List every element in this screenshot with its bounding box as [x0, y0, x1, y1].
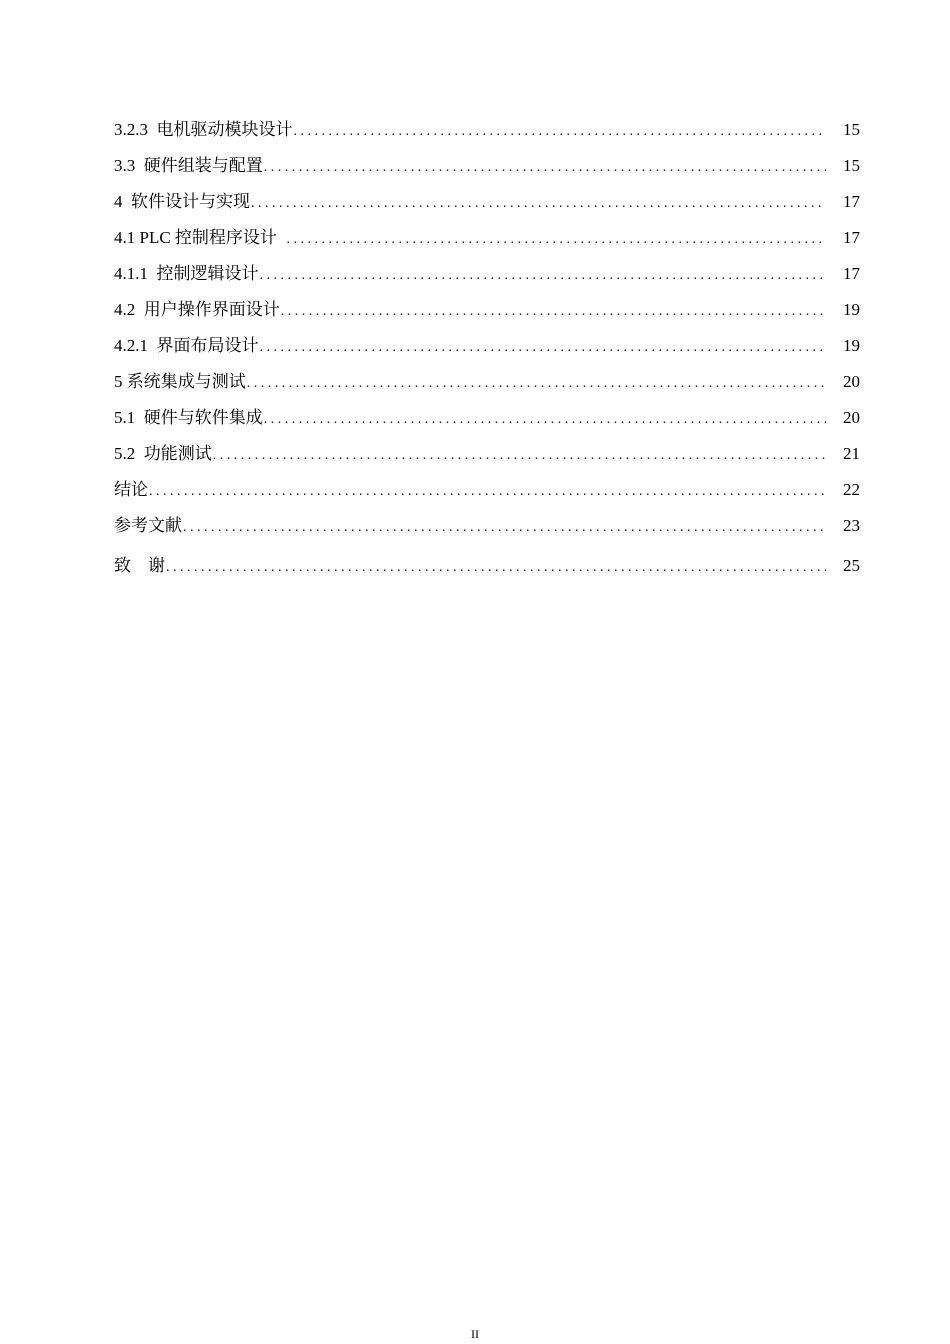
toc-entry-page: 22	[843, 480, 860, 499]
toc-dot-leader	[149, 474, 826, 510]
toc-entry[interactable]	[114, 184, 860, 220]
toc-entry-number: 3.2.3	[114, 120, 148, 139]
toc-entry-page: 23	[843, 516, 860, 535]
toc-entry[interactable]	[114, 548, 860, 584]
toc-dot-leader	[281, 294, 826, 330]
toc-entry-page: 20	[843, 372, 860, 391]
toc-entry-title	[114, 184, 250, 220]
toc-entry-text: 界面布局设计	[156, 336, 259, 355]
toc-dot-leader	[264, 402, 826, 438]
toc-dot-leader	[247, 366, 826, 402]
toc-entry-text: 软件设计与实现	[131, 192, 250, 211]
toc-dot-leader	[294, 114, 827, 150]
toc-entry[interactable]	[114, 148, 860, 184]
toc-entry[interactable]	[114, 400, 860, 436]
toc-entry-text: 硬件与软件集成	[143, 408, 263, 427]
toc-entry-number: 4.1	[114, 228, 136, 247]
toc-entry-title	[114, 148, 263, 184]
toc-entry-title	[114, 548, 165, 584]
toc-entry-text: 系统集成与测试	[126, 372, 246, 391]
page-number-footer: II	[471, 1327, 479, 1341]
toc-dot-leader	[264, 150, 826, 186]
toc-entry-text: PLC 控制程序设计	[139, 228, 277, 247]
toc-entry-number: 4.1.1	[114, 264, 148, 283]
toc-entry-text: 功能测试	[143, 444, 212, 463]
toc-dot-leader	[260, 330, 827, 366]
toc-entry-page: 17	[843, 264, 860, 283]
toc-entry-number: 4.2.1	[114, 336, 148, 355]
toc-entry[interactable]	[114, 436, 860, 472]
toc-entry-page: 17	[843, 192, 860, 211]
toc-entry[interactable]	[114, 472, 860, 508]
toc-entry-page: 25	[843, 556, 860, 575]
toc-entry-page: 17	[843, 228, 860, 247]
toc-entry-number: 3.3	[114, 156, 136, 175]
toc-dot-leader	[183, 510, 826, 546]
toc-entry-page: 15	[843, 156, 860, 175]
toc-dot-leader	[213, 438, 826, 474]
toc-entry-title	[114, 364, 246, 400]
toc-entry-title	[114, 400, 263, 436]
toc-entry-page: 20	[843, 408, 860, 427]
toc-entry[interactable]	[114, 364, 860, 400]
toc-entry-number: 5.2	[114, 444, 136, 463]
toc-entry-number: 5	[114, 372, 123, 391]
toc-entry[interactable]	[114, 112, 860, 148]
toc-dot-leader	[260, 258, 827, 294]
toc-entry-title	[114, 112, 293, 148]
toc-entry[interactable]	[114, 256, 860, 292]
toc-entry-title	[114, 472, 148, 508]
toc-entry-number: 4	[114, 192, 123, 211]
toc-entry-number: 4.2	[114, 300, 136, 319]
toc-entry[interactable]	[114, 220, 860, 256]
toc-entry-title	[114, 220, 285, 256]
toc-entry[interactable]	[114, 508, 860, 544]
toc-dot-leader	[286, 222, 826, 258]
toc-entry[interactable]	[114, 292, 860, 328]
toc-entry-text: 控制逻辑设计	[156, 264, 259, 283]
toc-entry-text: 致 谢	[114, 556, 165, 575]
toc-entry-page: 21	[843, 444, 860, 463]
toc-entry-title	[114, 292, 280, 328]
toc-entry-title	[114, 436, 212, 472]
toc-entry-text: 电机驱动模块设计	[156, 120, 293, 139]
table-of-contents	[114, 112, 860, 584]
toc-entry-text: 硬件组装与配置	[143, 156, 263, 175]
toc-entry-title	[114, 256, 259, 292]
toc-dot-leader	[251, 186, 826, 222]
toc-entry-page: 19	[843, 300, 860, 319]
toc-entry-text: 结论	[114, 480, 148, 499]
toc-entry-title	[114, 328, 259, 364]
toc-entry-page: 15	[843, 120, 860, 139]
toc-entry-text: 用户操作界面设计	[143, 300, 280, 319]
toc-entry-text: 参考文献	[114, 516, 182, 535]
toc-dot-leader	[166, 550, 826, 586]
toc-entry-page: 19	[843, 336, 860, 355]
toc-entry-number: 5.1	[114, 408, 136, 427]
toc-entry-title	[114, 508, 182, 544]
toc-entry[interactable]	[114, 328, 860, 364]
